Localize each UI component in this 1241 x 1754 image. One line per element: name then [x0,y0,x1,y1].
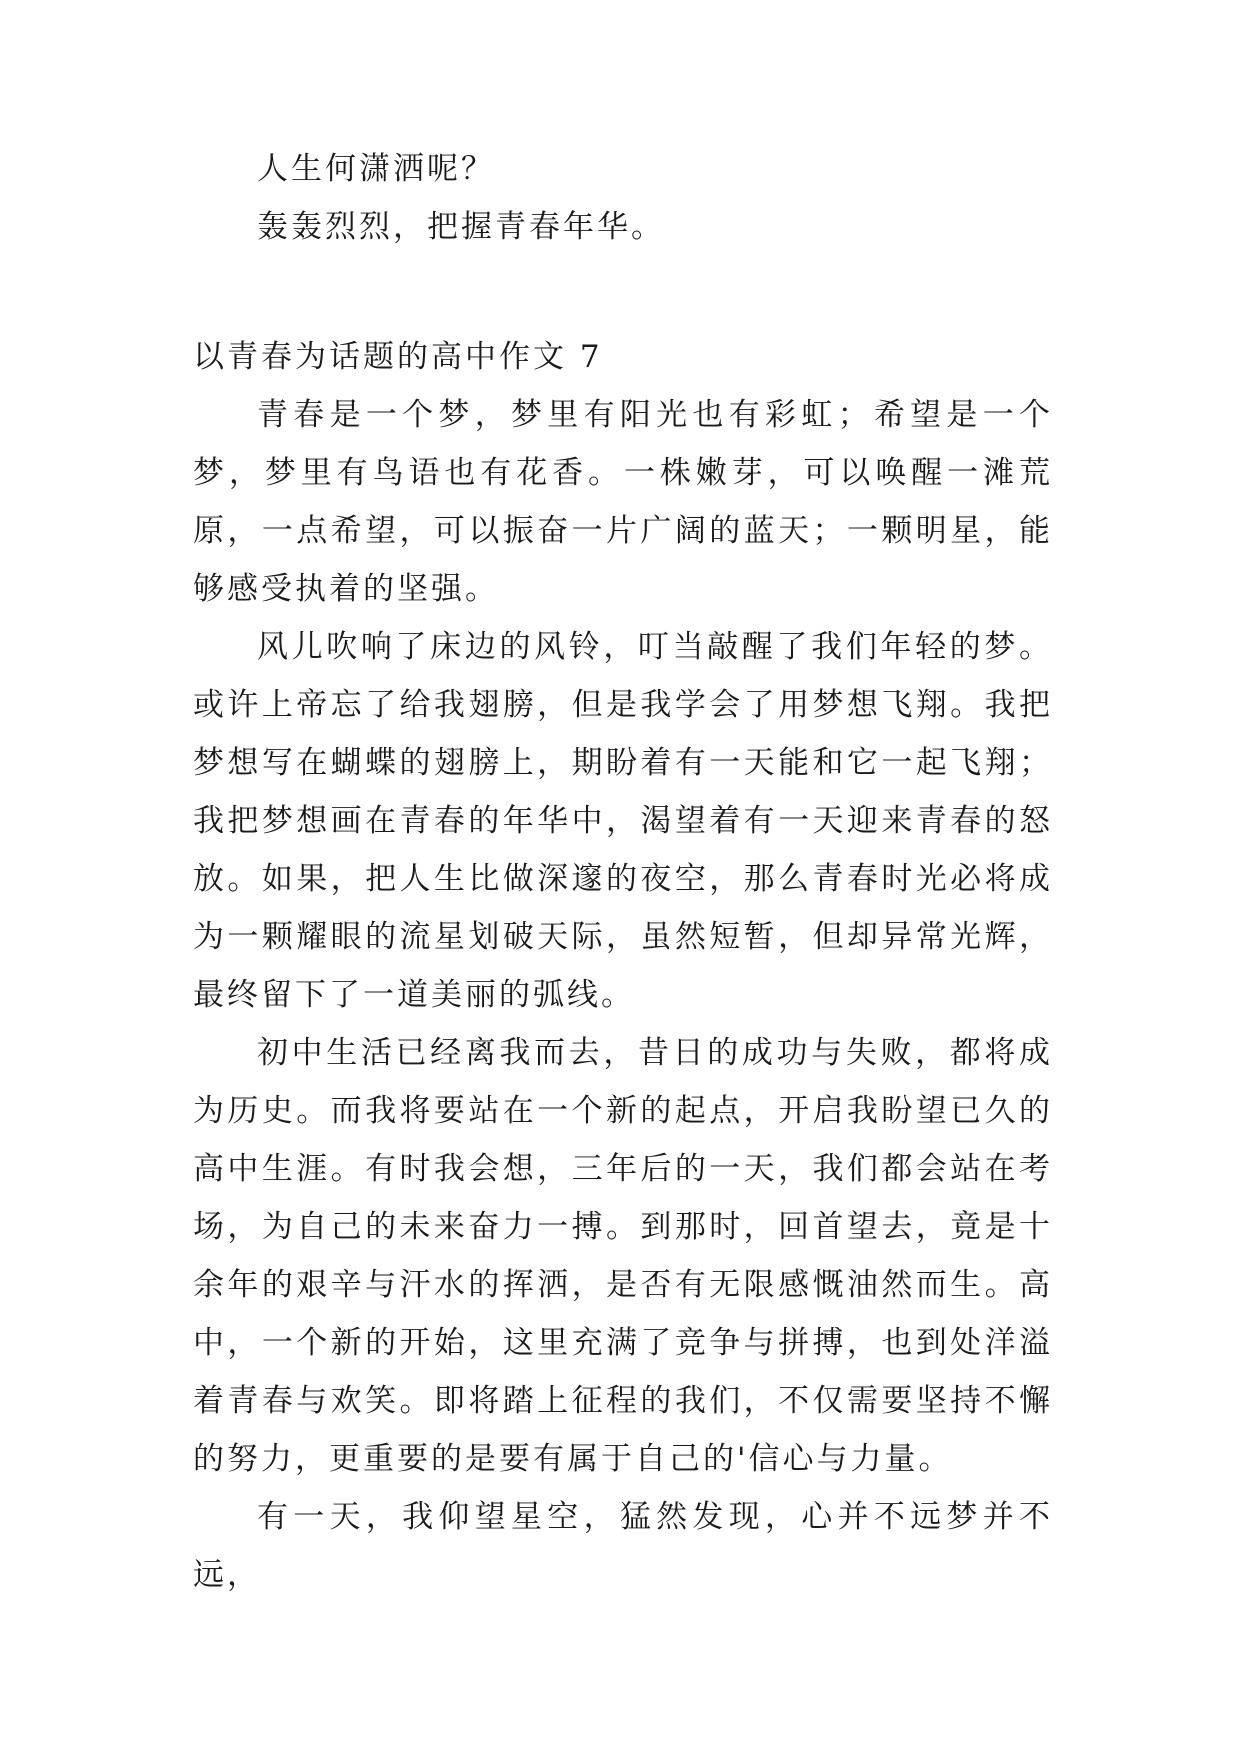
essay-title: 以青春为话题的高中作文 7 [193,339,603,375]
essay-paragraph-4: 有一天，我仰望星空，猛然发现，心并不远梦并不远， [193,1499,1053,1593]
essay-paragraph-2: 风儿吹响了床边的风铃，叮当敲醒了我们年轻的梦。或许上帝忘了给我翅膀，但是我学会了用梦想飞翔。我把梦想写在蝴蝶的翅膀上，期盼着有一天能和它一起飞翔；我把梦想画在青春的年华中，渴望着有一天迎来青春的怒放。如果，把人生比做深邃的夜空，那么青春时光必将成为一颗耀眼的流星划破天际，虽然短暂，但却异常光辉，最终留下了一道美丽的弧线。 [193,629,1053,1013]
poem-block [193,140,1053,256]
poem-line-1: 人生何潇洒呢？ [257,151,495,187]
essay-paragraph-1: 青春是一个梦，梦里有阳光也有彩虹；希望是一个梦，梦里有鸟语也有花香。一株嫩芽，可以唤醒一滩荒原，一点希望，可以振奋一片广阔的蓝天；一颗明星，能够感受执着的坚强。 [193,397,1053,607]
essay-paragraph-3: 初中生活已经离我而去，昔日的成功与失败，都将成为历史。而我将要站在一个新的起点，开启我盼望已久的高中生涯。有时我会想，三年后的一天，我们都会站在考场，为自己的未来奋力一搏。到那时，回首望去，竟是十余年的艰辛与汗水的挥洒，是否有无限感慨油然而生。高中，一个新的开始，这里充满了竞争与拼搏，也到处洋溢着青春与欢笑。即将踏上征程的我们，不仅需要坚持不懈的努力，更重要的是要有属于自己的'信心与力量。 [193,1035,1053,1477]
poem-line-2: 轰轰烈烈，把握青春年华。 [257,209,665,245]
essay-block [193,328,1053,1604]
